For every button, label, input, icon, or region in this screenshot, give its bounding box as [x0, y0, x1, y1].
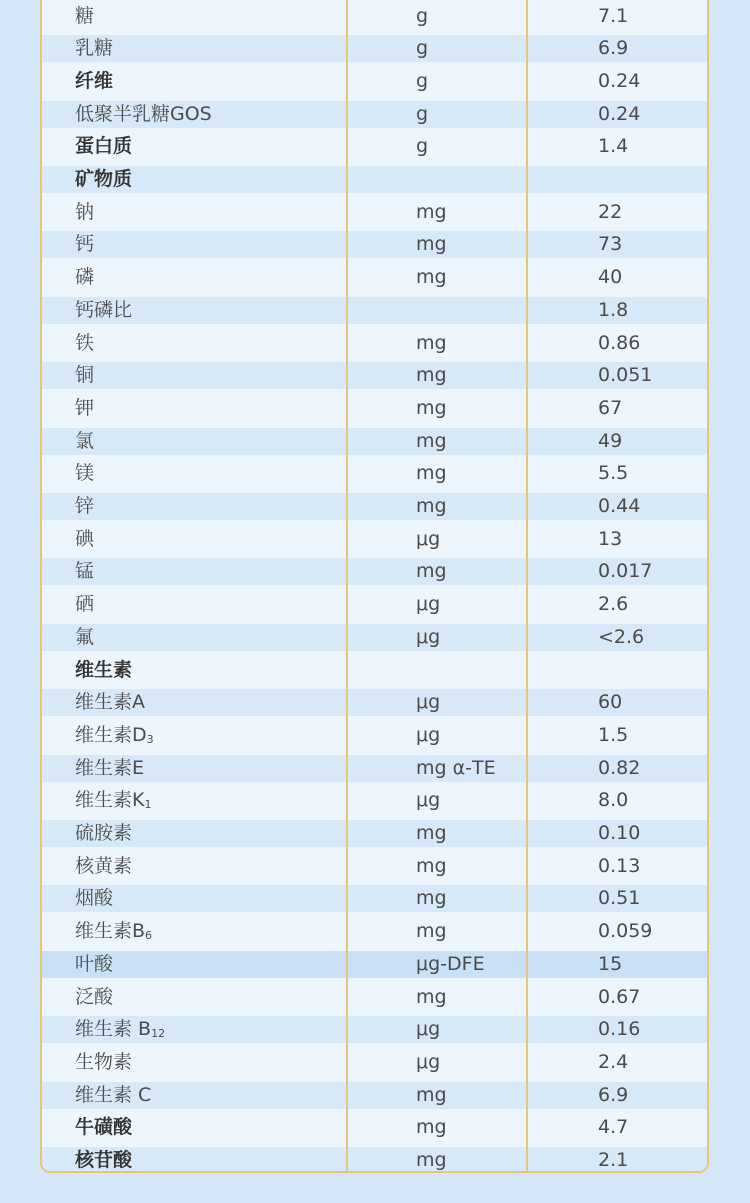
- nutrient-unit: mg: [416, 364, 447, 387]
- nutrition-table: [40, 0, 709, 1173]
- table-row: [42, 591, 707, 618]
- table-row: [42, 330, 707, 357]
- nutrient-value: 0.13: [598, 854, 641, 877]
- nutrient-unit: mg: [416, 1116, 447, 1139]
- nutrient-name-text: 维生素K: [75, 789, 145, 812]
- nutrient-unit: mg: [416, 854, 447, 877]
- nutrient-unit: mg: [416, 887, 447, 910]
- nutrient-name-text: 钙: [75, 233, 95, 256]
- nutrient-name-text: 铁: [75, 331, 95, 354]
- nutrient-unit: mg: [416, 1149, 447, 1171]
- nutrient-unit: mg: [416, 396, 447, 419]
- nutrient-value: 1.8: [598, 298, 629, 321]
- nutrient-name: [75, 918, 152, 945]
- table-row: [42, 395, 707, 422]
- nutrient-name: [75, 1147, 132, 1173]
- table-row: [42, 951, 707, 978]
- nutrient-name-text: 氯: [75, 429, 95, 452]
- nutrient-value: 60: [598, 691, 623, 714]
- nutrient-value: 13: [598, 527, 623, 550]
- nutrient-name-text: 纤维: [75, 69, 114, 92]
- nutrient-unit: mg: [416, 462, 447, 485]
- table-row: [42, 362, 707, 389]
- nutrient-name: [75, 101, 212, 128]
- nutrient-name-subscript: 6: [145, 929, 153, 943]
- table-row: [42, 68, 707, 95]
- nutrient-name-text: 铜: [75, 364, 95, 387]
- nutrient-name-subscript: 3: [146, 732, 154, 746]
- nutrient-value: 0.24: [598, 69, 641, 92]
- nutrient-value: 67: [598, 396, 623, 419]
- nutrient-value: 6.9: [598, 37, 629, 60]
- nutrient-value: 5.5: [598, 462, 629, 485]
- nutrient-value: 7.1: [598, 4, 629, 27]
- nutrient-value: <2.6: [598, 625, 645, 648]
- table-row: [42, 264, 707, 291]
- nutrient-unit: μg-DFE: [416, 952, 485, 975]
- nutrient-value: 2.4: [598, 1050, 629, 1073]
- nutrient-name-text: 硒: [75, 593, 95, 616]
- nutrient-name-text: 泛酸: [75, 985, 114, 1008]
- nutrient-name: [75, 460, 94, 487]
- table-row: [42, 493, 707, 520]
- nutrient-name: [75, 689, 145, 716]
- nutrient-name-text: 磷: [75, 266, 95, 289]
- nutrient-value: 0.16: [598, 1018, 641, 1041]
- table-row: [42, 133, 707, 160]
- nutrient-value: 4.7: [598, 1116, 629, 1139]
- table-row: [42, 1147, 707, 1173]
- nutrient-value: 0.017: [598, 560, 653, 583]
- nutrient-unit: g: [416, 102, 429, 125]
- column-divider: [526, 0, 528, 1171]
- nutrient-name: [75, 624, 94, 651]
- nutrient-value: 2.6: [598, 593, 629, 616]
- nutrient-name-text: 生物素: [75, 1050, 133, 1073]
- table-row: [42, 526, 707, 553]
- nutrient-unit: μg: [416, 1018, 441, 1041]
- nutrient-name: [75, 1114, 132, 1141]
- nutrient-unit: mg: [416, 920, 447, 943]
- nutrient-value: 73: [598, 233, 623, 256]
- nutrient-unit: mg: [416, 429, 447, 452]
- nutrient-name-text: 维生素: [75, 658, 133, 681]
- table-row: [42, 787, 707, 814]
- nutrient-name: [75, 820, 132, 847]
- table-row: [42, 101, 707, 128]
- nutrient-value: 22: [598, 200, 623, 223]
- nutrient-name: [75, 853, 132, 880]
- nutrient-unit: g: [416, 69, 429, 92]
- table-row: [42, 460, 707, 487]
- nutrient-name-text: 核苷酸: [75, 1149, 133, 1171]
- table-row: [42, 853, 707, 880]
- nutrient-name-subscript: 1: [144, 798, 152, 812]
- nutrient-value: 0.059: [598, 920, 653, 943]
- nutrient-name-text: 糖: [75, 4, 95, 27]
- nutrient-name-text: 锰: [75, 560, 95, 583]
- nutrient-name-text: 锌: [75, 495, 95, 517]
- nutrient-name: [75, 951, 113, 978]
- nutrient-name: [75, 657, 132, 684]
- nutrient-name: [75, 133, 132, 160]
- nutrient-name: [75, 231, 94, 258]
- nutrient-name: [75, 395, 94, 422]
- nutrient-value: 0.86: [598, 331, 641, 354]
- table-row: [42, 35, 707, 62]
- nutrient-name-text: 维生素D: [75, 723, 147, 746]
- table-row: [42, 1049, 707, 1076]
- column-divider: [346, 0, 348, 1171]
- nutrient-unit: μg: [416, 1050, 441, 1073]
- nutrient-name: [75, 885, 113, 912]
- table-row: [42, 3, 707, 30]
- nutrient-name: [75, 1082, 151, 1109]
- nutrient-name-text: 维生素B: [75, 920, 146, 943]
- table-row: [42, 657, 707, 684]
- nutrient-unit: mg: [416, 560, 447, 583]
- nutrient-unit: mg: [416, 985, 447, 1008]
- nutrient-unit: mg: [416, 266, 447, 289]
- nutrient-name: [75, 787, 151, 814]
- table-row: [42, 1114, 707, 1141]
- nutrient-name: [75, 68, 113, 95]
- nutrient-name: [75, 722, 154, 749]
- nutrient-value: 1.4: [598, 135, 629, 158]
- nutrient-name: [75, 166, 132, 193]
- nutrient-unit: μg: [416, 527, 441, 550]
- table-row: [42, 297, 707, 324]
- nutrient-name-text: 硫胺素: [75, 822, 133, 844]
- nutrient-name-text: 维生素A: [75, 691, 145, 714]
- nutrient-unit: mg: [416, 233, 447, 256]
- table-row: [42, 918, 707, 945]
- nutrient-unit: μg: [416, 691, 441, 714]
- nutrient-name: [75, 362, 94, 389]
- nutrient-name-text: 乳糖: [75, 37, 114, 60]
- nutrient-unit: mg: [416, 200, 447, 223]
- nutrient-unit: g: [416, 37, 429, 60]
- nutrient-name: [75, 1049, 132, 1076]
- nutrient-name-text: 氟: [75, 625, 95, 648]
- nutrient-value: 40: [598, 266, 623, 289]
- nutrient-name: [75, 35, 113, 62]
- nutrient-name: [75, 264, 94, 291]
- nutrient-name: [75, 526, 94, 553]
- table-row: [42, 984, 707, 1011]
- nutrient-name-text: 叶酸: [75, 952, 114, 975]
- nutrient-unit: mg: [416, 495, 447, 517]
- nutrient-value: 0.51: [598, 887, 641, 910]
- nutrient-name-text: 维生素E: [75, 756, 145, 779]
- nutrient-name-text: 碘: [75, 527, 95, 550]
- table-row: [42, 199, 707, 226]
- nutrient-name: [75, 428, 94, 455]
- nutrient-name-text: 牛磺酸: [75, 1116, 133, 1139]
- nutrient-name: [75, 330, 94, 357]
- nutrient-value: 8.0: [598, 789, 629, 812]
- nutrient-value: 15: [598, 952, 623, 975]
- table-row: [42, 558, 707, 585]
- table-row: [42, 755, 707, 782]
- table-row: [42, 624, 707, 651]
- nutrient-unit: mg: [416, 822, 447, 844]
- nutrient-name-text: 矿物质: [75, 168, 133, 190]
- nutrient-name: [75, 297, 132, 324]
- nutrient-name-subscript: 12: [151, 1027, 166, 1041]
- nutrient-value: 0.24: [598, 102, 641, 125]
- nutrient-unit: g: [416, 135, 429, 158]
- table-row: [42, 166, 707, 193]
- nutrient-value: 0.82: [598, 756, 641, 779]
- table-row: [42, 689, 707, 716]
- nutrient-unit: mg α-TE: [416, 756, 496, 779]
- nutrient-name-text: 钙磷比: [75, 298, 133, 321]
- nutrient-name: [75, 984, 113, 1011]
- nutrient-unit: μg: [416, 789, 441, 812]
- nutrient-name-text: 钠: [75, 200, 95, 223]
- nutrient-value: 1.5: [598, 723, 629, 746]
- nutrient-unit: μg: [416, 593, 441, 616]
- nutrient-value: 49: [598, 429, 623, 452]
- nutrient-name: [75, 755, 144, 782]
- nutrient-name-text: 维生素 B: [75, 1018, 152, 1041]
- nutrient-unit: mg: [416, 331, 447, 354]
- table-row: [42, 885, 707, 912]
- table-row: [42, 428, 707, 455]
- nutrient-value: 0.051: [598, 364, 653, 387]
- table-row: [42, 820, 707, 847]
- nutrient-unit: μg: [416, 723, 441, 746]
- nutrient-name-text: 钾: [75, 396, 95, 419]
- table-row: [42, 1016, 707, 1043]
- nutrient-name-text: 蛋白质: [75, 135, 133, 158]
- nutrient-value: 0.10: [598, 822, 641, 844]
- nutrient-name: [75, 3, 94, 30]
- table-row: [42, 1082, 707, 1109]
- nutrient-unit: μg: [416, 625, 441, 648]
- table-row: [42, 722, 707, 749]
- nutrient-name: [75, 199, 94, 226]
- nutrient-value: 0.44: [598, 495, 641, 517]
- nutrient-name: [75, 591, 94, 618]
- nutrient-name-text: 烟酸: [75, 887, 114, 910]
- nutrient-name-text: 低聚半乳糖GOS: [75, 102, 212, 125]
- nutrient-name: [75, 1016, 165, 1043]
- nutrient-unit: mg: [416, 1083, 447, 1106]
- nutrient-name-text: 维生素 C: [75, 1083, 152, 1106]
- nutrient-name: [75, 558, 94, 585]
- nutrient-unit: g: [416, 4, 429, 27]
- nutrient-value: 6.9: [598, 1083, 629, 1106]
- nutrient-name-text: 镁: [75, 462, 95, 485]
- table-row: [42, 231, 707, 258]
- nutrient-value: 0.67: [598, 985, 641, 1008]
- nutrient-value: 2.1: [598, 1149, 629, 1171]
- nutrient-name: [75, 493, 94, 520]
- nutrient-name-text: 核黄素: [75, 854, 133, 877]
